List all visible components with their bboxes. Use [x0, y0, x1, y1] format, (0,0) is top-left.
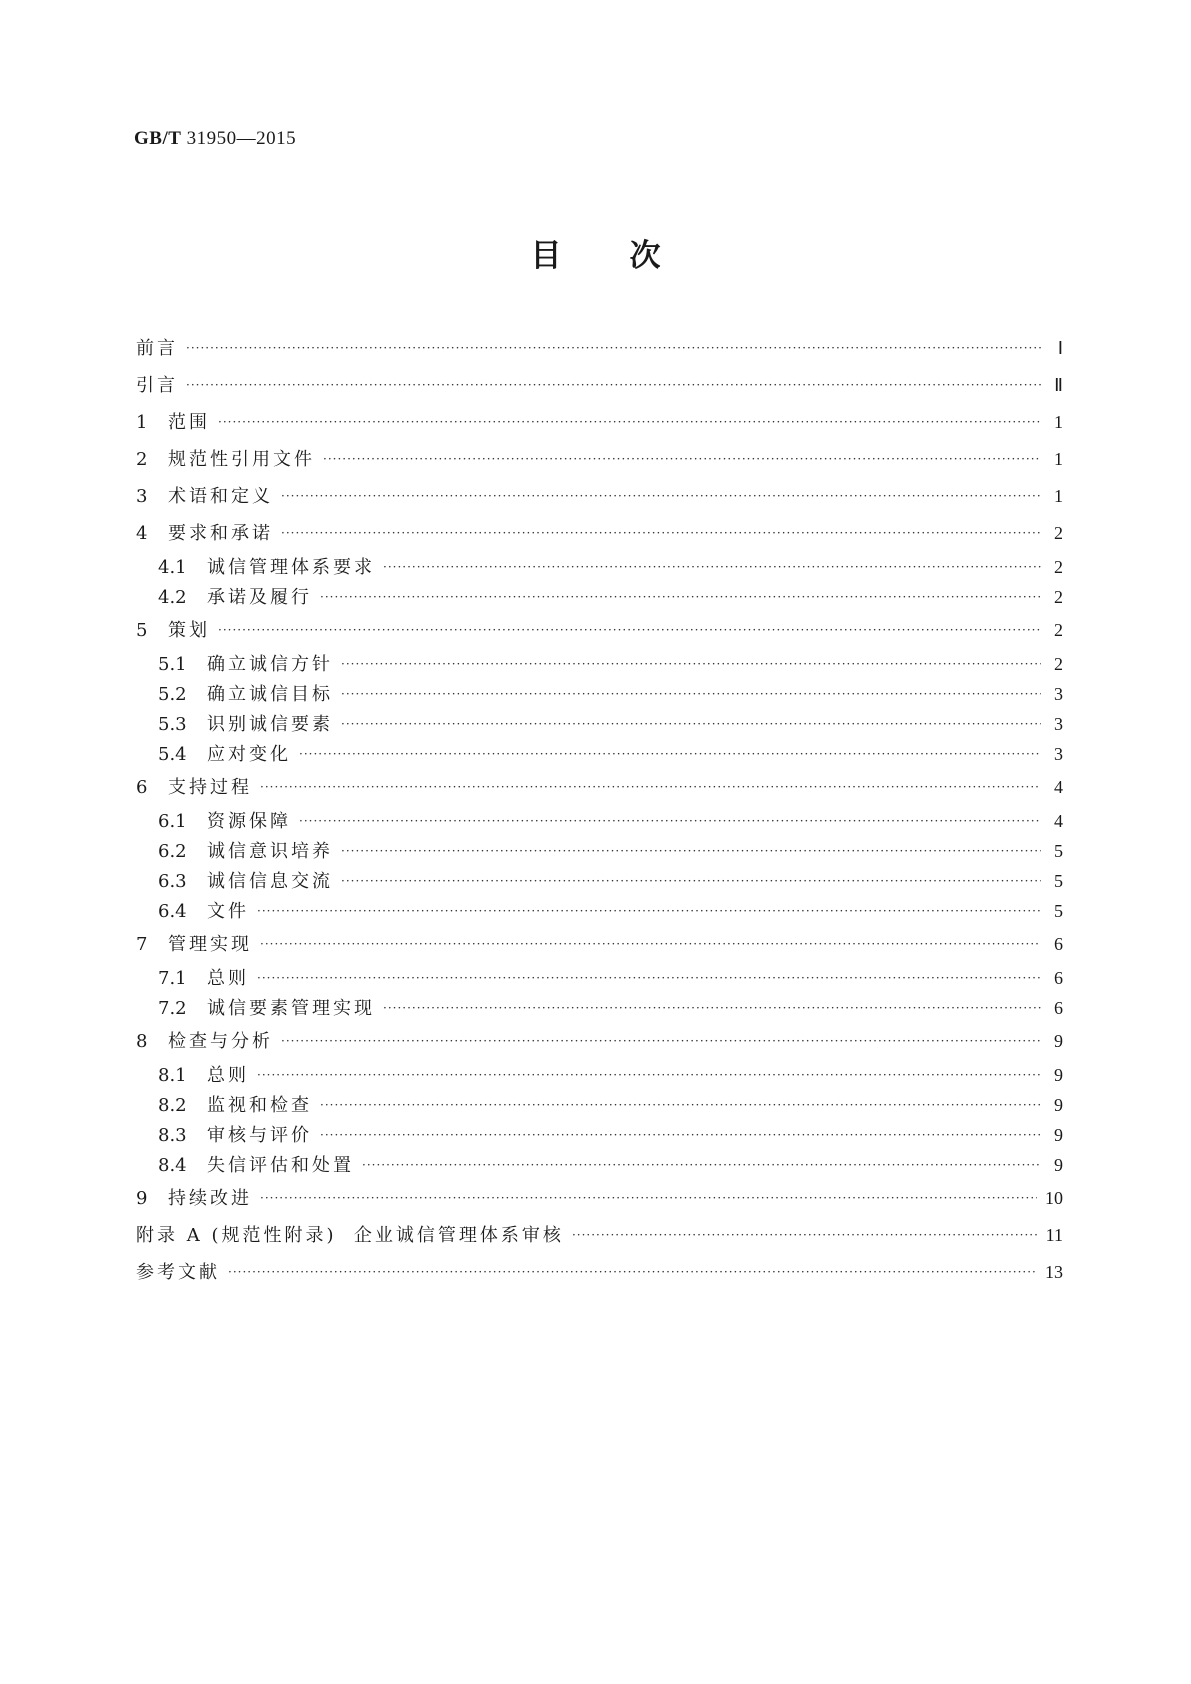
toc-entry-page: 9: [1054, 1031, 1063, 1051]
toc-leader-dots: [281, 1023, 1041, 1060]
toc-entry-number: 7.2: [158, 998, 187, 1019]
toc-entry-number: 1: [136, 412, 148, 433]
toc-entry-label: 参考文献: [136, 1262, 220, 1283]
toc-entry-page: 3: [1054, 714, 1063, 734]
toc-leader-dots: [260, 769, 1041, 806]
toc-entry[interactable]: [136, 926, 1063, 963]
toc-entry-label: 识别诚信要素: [207, 714, 333, 735]
toc-entry-label: 总则: [207, 968, 249, 989]
toc-leader-dots: [257, 1060, 1041, 1090]
toc-leader-dots: [186, 330, 1041, 367]
toc-entry-label: 诚信信息交流: [207, 871, 333, 892]
toc-leader-dots: [257, 896, 1041, 926]
toc-entry-page: 4: [1054, 777, 1063, 797]
toc-entry-page: Ⅱ: [1054, 375, 1063, 395]
toc-leader-dots: [362, 1150, 1041, 1180]
toc-entry-page: 5: [1054, 841, 1063, 861]
toc-entry[interactable]: [136, 582, 1063, 612]
toc-entry-number: 8.4: [158, 1155, 187, 1176]
toc-leader-dots: [320, 1090, 1041, 1120]
toc-entry[interactable]: [136, 769, 1063, 806]
toc-entry-number: 4.1: [158, 557, 187, 578]
toc-entry-page: 5: [1054, 871, 1063, 891]
toc-entry-page: 1: [1054, 449, 1063, 469]
toc-entry-number: 8.3: [158, 1125, 187, 1146]
toc-entry-page: 9: [1054, 1155, 1063, 1175]
toc-entry-label: 诚信管理体系要求: [207, 557, 375, 578]
toc-leader-dots: [383, 993, 1041, 1023]
toc-entry[interactable]: [136, 330, 1063, 367]
toc-entry[interactable]: [136, 515, 1063, 552]
toc-entry[interactable]: [136, 679, 1063, 709]
toc-entry-page: Ⅰ: [1057, 338, 1063, 358]
toc-entry-label: 附录 A (规范性附录) 企业诚信管理体系审核: [136, 1225, 564, 1246]
toc-entry-number: 5.2: [158, 684, 187, 705]
toc-entry-number: 8: [136, 1031, 148, 1052]
toc-entry-number: 5.3: [158, 714, 187, 735]
toc-entry-label: 失信评估和处置: [207, 1155, 354, 1176]
toc-leader-dots: [260, 1180, 1037, 1217]
toc-entry-page: 6: [1054, 968, 1063, 988]
toc-entry[interactable]: [136, 478, 1063, 515]
toc-entry-number: 6: [136, 777, 148, 798]
toc-entry-label: 监视和检查: [207, 1095, 312, 1116]
toc-entry[interactable]: [136, 1090, 1063, 1120]
toc-entry[interactable]: [136, 836, 1063, 866]
toc-entry-page: 2: [1054, 587, 1063, 607]
standard-prefix: GB/T: [134, 128, 182, 149]
toc-entry-label: 总则: [207, 1065, 249, 1086]
toc-entry-number: 5.1: [158, 654, 187, 675]
toc-leader-dots: [572, 1217, 1038, 1254]
toc-leader-dots: [341, 836, 1041, 866]
toc-leader-dots: [299, 739, 1041, 769]
toc-entry-label: 持续改进: [168, 1188, 252, 1209]
toc-leader-dots: [281, 478, 1041, 515]
toc-entry[interactable]: [136, 709, 1063, 739]
toc-entry-number: 8.1: [158, 1065, 187, 1086]
toc-entry[interactable]: [136, 866, 1063, 896]
toc-entry-number: 3: [136, 486, 148, 507]
toc-entry-page: 2: [1054, 654, 1063, 674]
standard-number: [134, 128, 296, 150]
toc-entry-page: 1: [1054, 412, 1063, 432]
toc-entry[interactable]: [136, 367, 1063, 404]
toc-entry-page: 9: [1054, 1125, 1063, 1145]
toc-entry-number: 8.2: [158, 1095, 187, 1116]
toc-entry-label: 审核与评价: [207, 1125, 312, 1146]
toc-entry-page: 10: [1045, 1188, 1063, 1208]
toc-entry[interactable]: [136, 1180, 1063, 1217]
toc-leader-dots: [320, 582, 1041, 612]
toc-leader-dots: [260, 926, 1041, 963]
toc-entry-page: 2: [1054, 620, 1063, 640]
toc-leader-dots: [341, 709, 1041, 739]
title-char-1: 目: [530, 238, 562, 274]
toc-leader-dots: [228, 1254, 1037, 1291]
toc-entry-page: 4: [1054, 811, 1063, 831]
toc-entry-label: 前言: [136, 338, 178, 359]
toc-entry-number: 4.2: [158, 587, 187, 608]
toc-entry-label: 诚信意识培养: [207, 841, 333, 862]
toc-entry-label: 管理实现: [168, 934, 252, 955]
toc-entry-number: 4: [136, 523, 148, 544]
toc-entry-label: 确立诚信方针: [207, 654, 333, 675]
toc-entry-page: 1: [1054, 486, 1063, 506]
toc-entry[interactable]: [136, 896, 1063, 926]
table-of-contents: [136, 330, 1063, 1291]
toc-entry-label: 术语和定义: [168, 486, 273, 507]
toc-entry-label: 引言: [136, 375, 178, 396]
toc-leader-dots: [281, 515, 1041, 552]
toc-leader-dots: [383, 552, 1041, 582]
toc-entry-label: 检查与分析: [168, 1031, 273, 1052]
toc-entry-number: 5.4: [158, 744, 187, 765]
toc-entry-number: 5: [136, 620, 148, 641]
page-title: [0, 230, 1191, 275]
toc-entry[interactable]: [136, 1023, 1063, 1060]
toc-entry-label: 支持过程: [168, 777, 252, 798]
toc-entry[interactable]: [136, 1150, 1063, 1180]
toc-entry-page: 9: [1054, 1095, 1063, 1115]
toc-entry-label: 范围: [168, 412, 210, 433]
toc-leader-dots: [257, 963, 1041, 993]
toc-entry[interactable]: [136, 739, 1063, 769]
toc-entry-label: 承诺及履行: [207, 587, 312, 608]
toc-entry-label: 规范性引用文件: [168, 449, 315, 470]
toc-leader-dots: [341, 866, 1041, 896]
toc-entry[interactable]: [136, 1217, 1063, 1254]
toc-entry[interactable]: [136, 1060, 1063, 1090]
toc-leader-dots: [323, 441, 1041, 478]
toc-entry[interactable]: [136, 612, 1063, 649]
toc-entry[interactable]: [136, 806, 1063, 836]
toc-entry[interactable]: [136, 963, 1063, 993]
toc-entry-number: 6.1: [158, 811, 187, 832]
toc-entry-page: 6: [1054, 934, 1063, 954]
standard-code: 31950—2015: [186, 128, 297, 149]
toc-entry-number: 6.3: [158, 871, 187, 892]
toc-entry-page: 11: [1045, 1225, 1063, 1245]
toc-leader-dots: [218, 612, 1041, 649]
toc-entry-label: 诚信要素管理实现: [207, 998, 375, 1019]
toc-entry-page: 5: [1054, 901, 1063, 921]
toc-entry-page: 13: [1045, 1262, 1063, 1282]
toc-entry-number: 9: [136, 1188, 148, 1209]
toc-entry-page: 6: [1054, 998, 1063, 1018]
toc-entry[interactable]: [136, 1254, 1063, 1291]
toc-entry-label: 应对变化: [207, 744, 291, 765]
toc-entry[interactable]: [136, 1120, 1063, 1150]
toc-entry[interactable]: [136, 552, 1063, 582]
toc-leader-dots: [218, 404, 1041, 441]
toc-entry[interactable]: [136, 404, 1063, 441]
toc-leader-dots: [341, 679, 1041, 709]
toc-entry-number: 7.1: [158, 968, 187, 989]
toc-entry[interactable]: [136, 649, 1063, 679]
toc-entry-page: 3: [1054, 684, 1063, 704]
toc-leader-dots: [320, 1120, 1041, 1150]
toc-entry-page: 2: [1054, 557, 1063, 577]
toc-entry-page: 9: [1054, 1065, 1063, 1085]
toc-leader-dots: [341, 649, 1041, 679]
toc-entry-page: 3: [1054, 744, 1063, 764]
toc-entry-number: 6.4: [158, 901, 187, 922]
toc-entry-number: 7: [136, 934, 148, 955]
toc-entry-number: 2: [136, 449, 148, 470]
toc-entry-label: 要求和承诺: [168, 523, 273, 544]
toc-entry-label: 文件: [207, 901, 249, 922]
toc-entry-label: 资源保障: [207, 811, 291, 832]
toc-entry-label: 策划: [168, 620, 210, 641]
toc-leader-dots: [299, 806, 1041, 836]
toc-entry-number: 6.2: [158, 841, 187, 862]
toc-entry[interactable]: [136, 993, 1063, 1023]
toc-entry[interactable]: [136, 441, 1063, 478]
toc-entry-label: 确立诚信目标: [207, 684, 333, 705]
toc-entry-page: 2: [1054, 523, 1063, 543]
title-char-2: 次: [629, 238, 661, 274]
toc-leader-dots: [186, 367, 1041, 404]
